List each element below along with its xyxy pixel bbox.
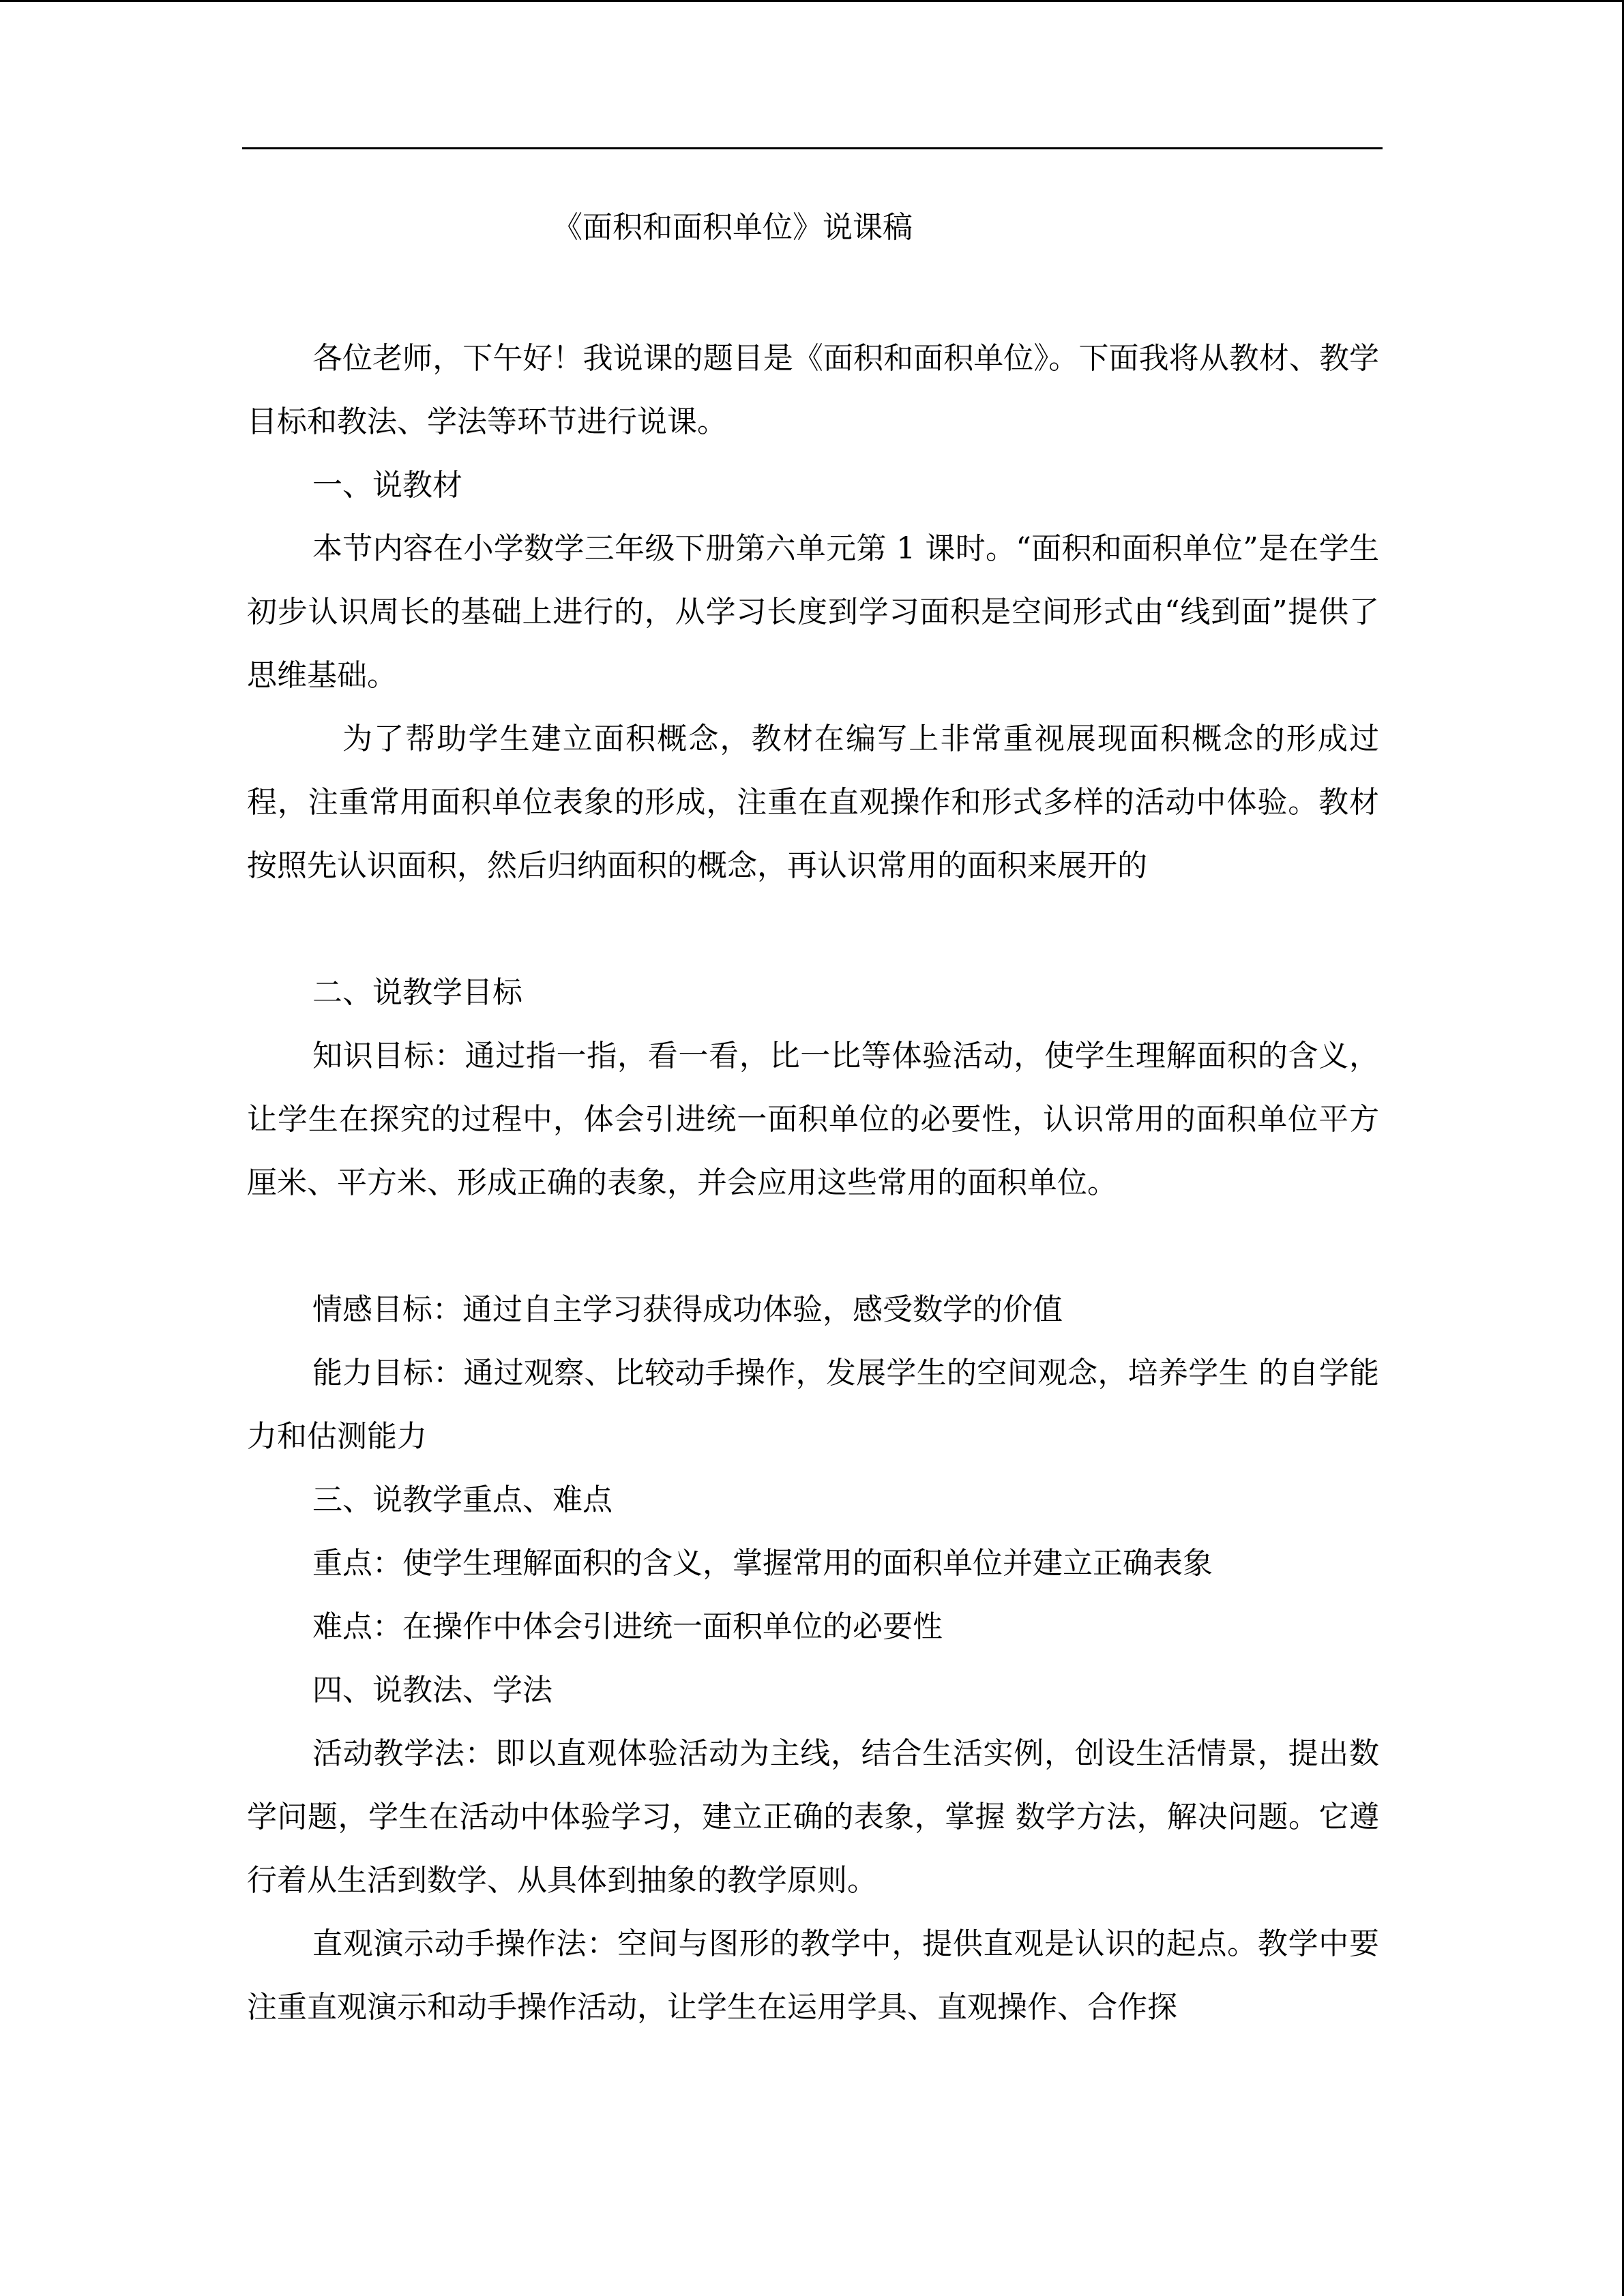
header-rule <box>242 147 1383 149</box>
paragraph-activity-method: 活动教学法：即以直观体验活动为主线，结合生活实例，创设生活情景，提出数学问题，学生在活动中体验学习，建立正确的表象，掌握 数学方法，解决问题。它遵行着从生活到数学、从具体到抽象的教学原则。 <box>247 1736 1379 1898</box>
paragraph-ability-goal: 能力目标：通过观察、比较动手操作，发展学生的空间观念，培养学生 的自学能力和估测能力 <box>247 1356 1379 1454</box>
heading-methods: 四、说教法、学法 <box>312 1673 552 1708</box>
paragraph-textbook-design: 为了帮助学生建立面积概念，教材在编写上非常重视展现面积概念的形成过程，注重常用面积单位表象的形成，注重在直观操作和形式多样的活动中体验。教材按照先认识面积，然后归纳面积的概念，再认识常用的面积来展开的 <box>247 721 1379 883</box>
paragraph-emotion-goal: 情感目标：通过自主学习获得成功体验，感受数学的价值 <box>312 1292 1063 1327</box>
paragraph-greeting: 各位老师，下午好！我说课的题目是《面积和面积单位》。下面我将从教材、教学目标和教法、学法等环节进行说课。 <box>247 341 1379 439</box>
paragraph-key-point: 重点：使学生理解面积的含义，掌握常用的面积单位并建立正确表象 <box>312 1546 1213 1581</box>
document-title: 《面积和面积单位》说课稿 <box>552 210 913 245</box>
paragraph-textbook-content: 本节内容在小学数学三年级下册第六单元第 1 课时。“面积和面积单位”是在学生初步认识周长的基础上进行的，从学习长度到学习面积是空间形式由“线到面”提供了思维基础。 <box>247 531 1379 693</box>
heading-teaching-goals: 二、说教学目标 <box>312 975 522 1010</box>
paragraph-demonstration-method: 直观演示动手操作法：空间与图形的教学中，提供直观是认识的起点。教学中要注重直观演示和动手操作活动，让学生在运用学具、直观操作、合作探 <box>247 1926 1379 2025</box>
heading-key-points: 三、说教学重点、难点 <box>312 1482 612 1517</box>
paragraph-knowledge-goal: 知识目标：通过指一指，看一看，比一比等体验活动，使学生理解面积的含义，让学生在探究的过程中，体会引进统一面积单位的必要性，认识常用的面积单位平方厘米、平方米、形成正确的表象，并会应用这些常用的面积单位。 <box>247 1039 1379 1200</box>
heading-textbook: 一、说教材 <box>312 468 462 503</box>
paragraph-difficult-point: 难点：在操作中体会引进统一面积单位的必要性 <box>312 1609 943 1644</box>
